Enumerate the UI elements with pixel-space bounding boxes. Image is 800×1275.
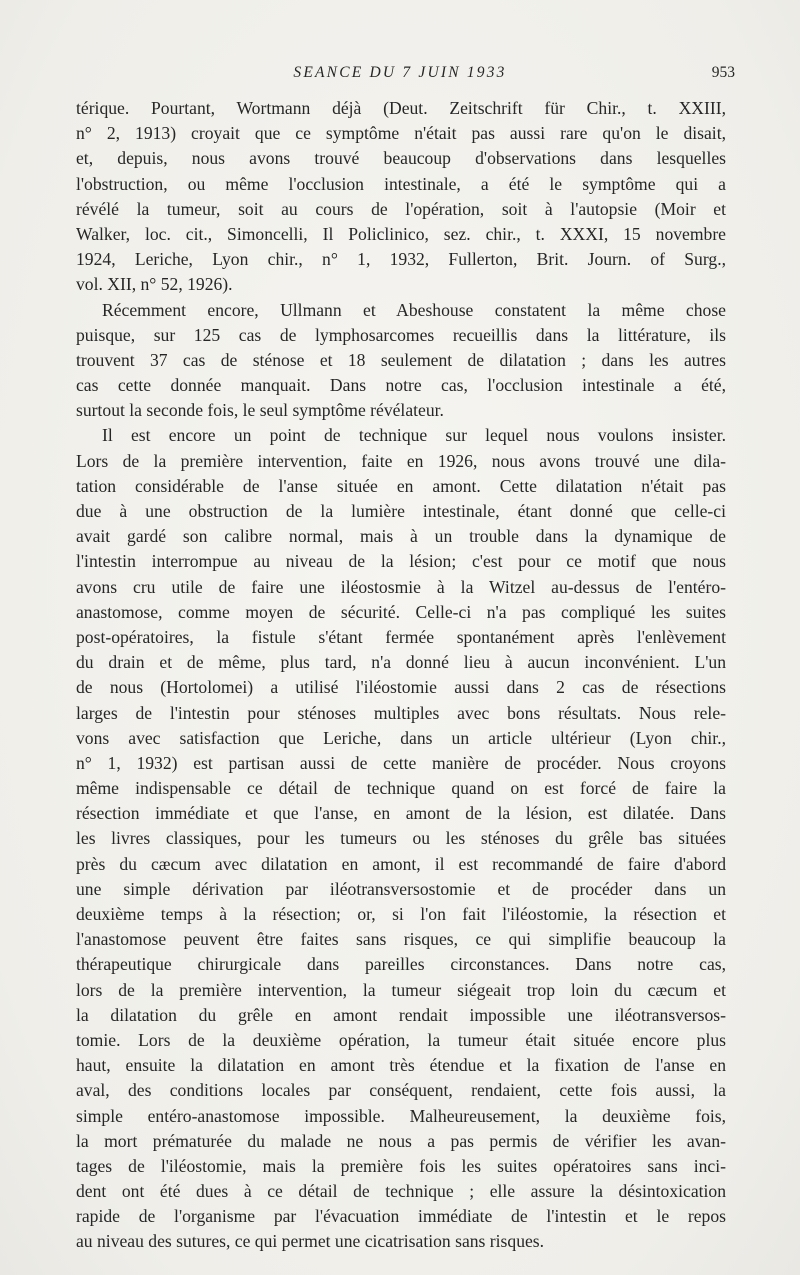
text-line: vons avec satisfaction que Leriche, dans un article ultérieur (Lyon chir., <box>76 727 726 748</box>
text-line: et, depuis, nous avons trouvé beaucoup d'observations dans lesquelles <box>76 148 726 169</box>
text-line: la dilatation du grêle en amont rendait impossible une iléotransversos- <box>76 1004 726 1025</box>
running-title: SEANCE DU 7 JUIN 1933 <box>293 64 507 81</box>
text-line: de nous (Hortolomei) a utilisé l'iléostomie aussi dans 2 cas de résections <box>76 677 726 698</box>
text-line: simple entéro-anastomose impossible. Malheureusement, la deuxième fois, <box>76 1105 726 1126</box>
text-line: rapide de l'organisme par l'évacuation immédiate de l'intestin et le repos <box>76 1206 726 1227</box>
text-line: du drain et de même, plus tard, n'a donné lieu à aucun inconvénient. L'un <box>76 652 726 673</box>
text-line: Lors de la première intervention, faite en 1926, nous avons trouvé une dila- <box>76 450 726 471</box>
text-line: anastomose, comme moyen de sécurité. Celle-ci n'a pas compliqué les suites <box>76 601 726 622</box>
text-line: révélé la tumeur, soit au cours de l'opération, soit à l'autopsie (Moir et <box>76 198 726 219</box>
text-line: tages de l'iléostomie, mais la première fois les suites opératoires sans inci- <box>76 1155 726 1176</box>
text-line: thérapeutique chirurgicale dans pareilles circonstances. Dans notre cas, <box>76 954 726 975</box>
text-line: vol. XII, n° 52, 1926). <box>76 274 233 295</box>
text-line: avait gardé son calibre normal, mais à un trouble dans la dynamique de <box>76 526 726 547</box>
text-line: tomie. Lors de la deuxième opération, la tumeur était située encore plus <box>76 1029 726 1050</box>
text-line: Walker, loc. cit., Simoncelli, Il Policlinico, sez. chir., t. XXXI, 15 novembre <box>76 223 726 244</box>
text-line: larges de l'intestin pour sténoses multiples avec bons résultats. Nous rele- <box>76 702 726 723</box>
text-line: 1924, Leriche, Lyon chir., n° 1, 1932, Fullerton, Brit. Journ. of Surg., <box>76 249 726 270</box>
text-line: n° 1, 1932) est partisan aussi de cette manière de procéder. Nous croyons <box>76 752 726 773</box>
text-line: lors de la première intervention, la tumeur siégeait trop loin du cæcum et <box>76 979 726 1000</box>
text-line: surtout la seconde fois, le seul symptôme révélateur. <box>76 400 444 421</box>
text-line: l'obstruction, ou même l'occlusion intestinale, a été le symptôme qui a <box>76 173 726 194</box>
text-line: l'intestin interrompue au niveau de la lésion; c'est pour ce motif que nous <box>76 551 726 572</box>
text-line: Récemment encore, Ullmann et Abeshouse constatent la même chose <box>102 299 726 320</box>
text-line: avons cru utile de faire une iléostosmie à la Witzel au-dessus de l'entéro- <box>76 576 726 597</box>
text-line: due à une obstruction de la lumière intestinale, étant donné que celle-ci <box>76 501 726 521</box>
text-line: n° 2, 1913) croyait que ce symptôme n'était pas aussi rare qu'on le disait, <box>76 123 726 144</box>
text-line: aval, des conditions locales par conséquent, rendaient, cette fois aussi, la <box>76 1080 726 1101</box>
page-number: 953 <box>711 64 735 81</box>
text-line: cas cette donnée manquait. Dans notre cas, l'occlusion intestinale a été, <box>76 375 726 396</box>
text-line: haut, ensuite la dilatation en amont très étendue et la fixation de l'anse en <box>76 1055 726 1076</box>
text-line: près du cæcum avec dilatation en amont, il est recommandé de faire d'abord <box>76 853 726 874</box>
text-line: Il est encore un point de technique sur lequel nous voulons insister. <box>102 425 726 446</box>
text-line: une simple dérivation par iléotransversostomie et de procéder dans un <box>76 878 726 899</box>
text-line: dent ont été dues à ce détail de technique ; elle assure la désintoxication <box>76 1181 726 1202</box>
text-line: les livres classiques, pour les tumeurs ou les sténoses du grêle bas situées <box>76 828 726 849</box>
text-line: l'anastomose peuvent être faites sans risques, ce qui simplifie beaucoup la <box>76 929 726 950</box>
text-line: résection immédiate et que l'anse, en amont de la lésion, est dilatée. Dans <box>76 803 726 824</box>
text-line: puisque, sur 125 cas de lymphosarcomes recueillis dans la littérature, ils <box>76 324 726 345</box>
running-header <box>0 64 800 86</box>
text-line: la mort prématurée du malade ne nous a pas permis de vérifier les avan- <box>76 1130 726 1151</box>
text-line: térique. Pourtant, Wortmann déjà (Deut. Zeitschrift für Chir., t. XXIII, <box>76 98 726 118</box>
text-line: tation considérable de l'anse située en amont. Cette dilatation n'était pas <box>76 475 726 496</box>
text-line: post-opératoires, la fistule s'étant fermée spontanément après l'enlèvement <box>76 626 726 647</box>
text-line: trouvent 37 cas de sténose et 18 seulement de dilatation ; dans les autres <box>76 349 726 370</box>
text-line: même indispensable ce détail de technique quand on est forcé de faire la <box>76 778 726 799</box>
body-text <box>76 96 726 1255</box>
text-line: deuxième temps à la résection; or, si l'on fait l'iléostomie, la résection et <box>76 904 726 924</box>
text-line: au niveau des sutures, ce qui permet une cicatrisation sans risques. <box>76 1231 545 1252</box>
